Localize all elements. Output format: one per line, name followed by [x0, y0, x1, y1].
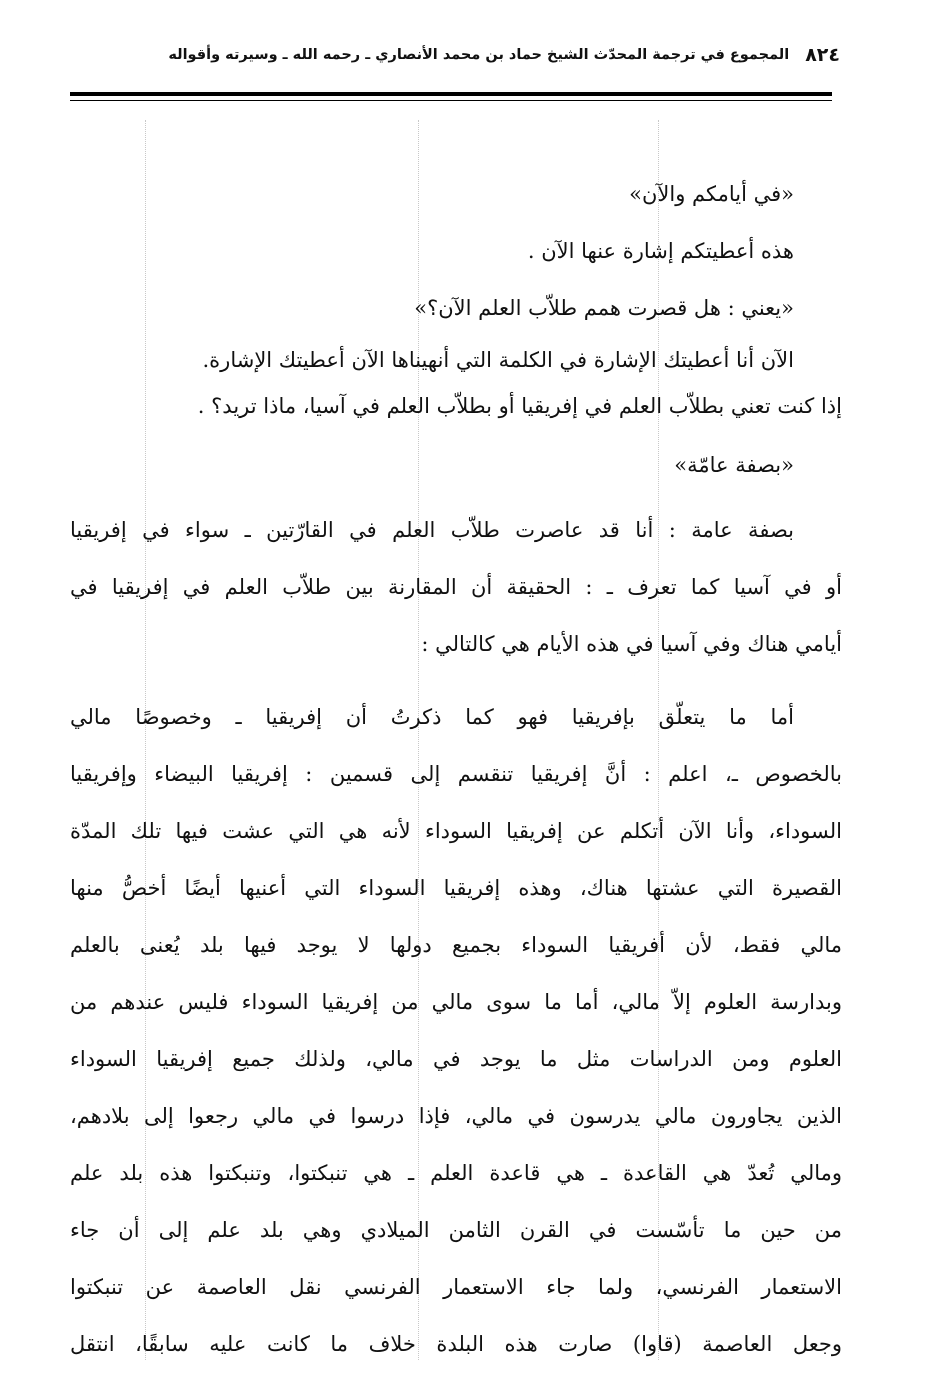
- paragraph-line: وجعل العاصمة (قاوا) صارت هذه البلدة خلاف ما كانت عليه سابقًا، انتقل: [70, 1332, 842, 1356]
- running-header: [150, 40, 840, 70]
- paragraph-line: أيامي هناك وفي آسيا في هذه الأيام هي كالتالي :: [421, 632, 842, 656]
- text-line: هذه أعطيتكم إشارة عنها الآن .: [527, 239, 794, 263]
- paragraph-line: بالخصوص ـ، اعلم : أنَّ إفريقيا تنقسم إلى قسمين : إفريقيا البيضاء وإفريقيا: [70, 762, 842, 786]
- header-rule-thick: [70, 92, 832, 96]
- paragraph-line: الاستعمار الفرنسي، ولما جاء الاستعمار الفرنسي نقل العاصمة عن تنبكتوا: [70, 1275, 842, 1299]
- paragraph-line: السوداء، وأنا الآن أتكلم عن إفريقيا السوداء لأنه هي التي عشت فيها تلك المدّة: [70, 819, 842, 843]
- page-number: ٨٢٤: [805, 44, 840, 66]
- paragraph-line: أو في آسيا كما تعرف ـ : الحقيقة أن المقارنة بين طلاّب العلم في إفريقيا في: [70, 575, 842, 599]
- text-line: الآن أنا أعطيتك الإشارة في الكلمة التي أنهيناها الآن أعطيتك الإشارة.: [202, 348, 794, 372]
- paragraph-line: ومالي تُعدّ هي القاعدة ـ هي قاعدة العلم ـ هي تنبكتوا، وتنبكتوا هذه بلد علم: [70, 1161, 842, 1185]
- header-rule-thin: [70, 100, 832, 101]
- body-text: [70, 166, 842, 1373]
- paragraph-line: العلوم ومن الدراسات مثل ما يوجد في مالي، ولذلك جميع إفريقيا السوداء: [70, 1047, 842, 1071]
- paragraph-line: الذين يجاورون مالي يدرسون في مالي، فإذا درسوا في مالي رجعوا إلى بلادهم،: [70, 1104, 842, 1128]
- question-line: «بصفة عامّة»: [674, 453, 794, 477]
- question-line: «يعني : هل قصرت همم طلاّب العلم الآن؟»: [414, 296, 794, 320]
- paragraph-line: القصيرة التي عشتها هناك، وهذه إفريقيا السوداء التي أعنيها أيضًا أخصُّ منها: [70, 876, 842, 900]
- running-title: المجموع في ترجمة المحدّث الشيخ حماد بن محمد الأنصاري ـ رحمه الله ـ وسيرته وأقواله: [168, 47, 790, 63]
- paragraph-line: أما ما يتعلّق بإفريقيا فهو كما ذكرتُ أن إفريقيا ـ وخصوصًا مالي: [70, 705, 794, 729]
- paragraph-line: بصفة عامة : أنا قد عاصرت طلاّب العلم في القارّتين ـ سواء في إفريقيا: [70, 518, 794, 542]
- question-line: «في أيامكم والآن»: [629, 182, 794, 206]
- paragraph-line: مالي فقط، لأن أفريقيا السوداء بجميع دولها لا يوجد فيها بلد يُعنى بالعلم: [70, 933, 842, 957]
- paragraph-line: وبدارسة العلوم إلاّ مالي، أما ما سوى مالي من إفريقيا السوداء فليس عندهم من: [70, 990, 842, 1014]
- paragraph-line: من حين ما تأسّست في القرن الثامن الميلادي وهي بلد علم إلى أن جاء: [70, 1218, 842, 1242]
- text-line: إذا كنت تعني بطلاّب العلم في إفريقيا أو بطلاّب العلم في آسيا، ماذا تريد؟ .: [197, 394, 842, 418]
